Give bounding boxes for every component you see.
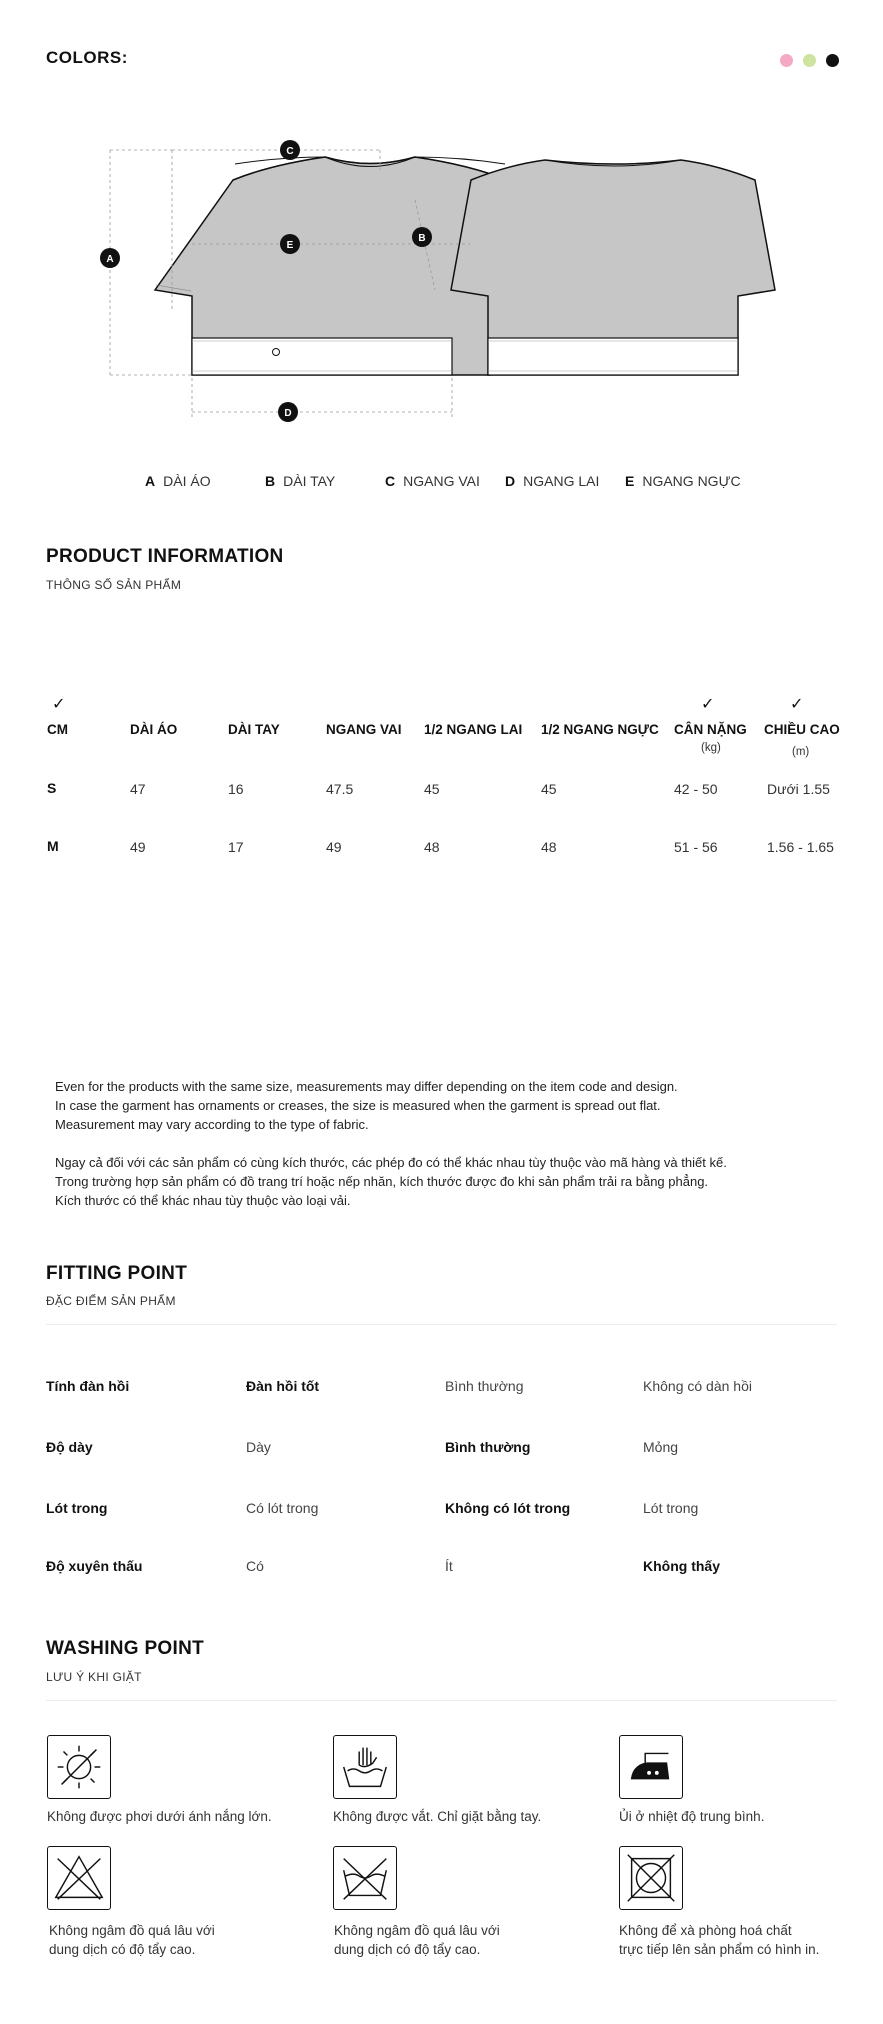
fit-option-selected: Không có lót trong <box>445 1500 571 1516</box>
garment-size-diagram <box>90 110 790 440</box>
product-info-subtitle: THÔNG SỐ SẢN PHẨM <box>46 578 182 592</box>
fit-label-thickness: Độ dày <box>46 1439 93 1455</box>
table-cell: 48 <box>541 839 557 855</box>
wash-instruction: Không ngâm đồ quá lâu với dung dịch có độ tẩy cao. <box>49 1923 215 1957</box>
wash-instruction: Ủi ở nhiệt độ trung bình. <box>619 1809 765 1824</box>
marker-a <box>100 248 120 268</box>
color-swatch-black[interactable] <box>826 54 839 67</box>
wash-instruction: Không để xà phòng hoá chất trực tiếp lên sản phẩm có hình in. <box>619 1923 820 1957</box>
table-cell: 51 - 56 <box>674 839 718 855</box>
notes-english: Even for the products with the same size, measurements may differ depending on the item code and design. In case the garment has ornaments or creases, the size is measured when the garment is spread out flat. Measurement may vary according to the type of fabric. <box>55 1079 678 1132</box>
table-header-length: DÀI ÁO <box>130 722 178 737</box>
check-icon: ✓ <box>52 696 66 713</box>
table-cell: 48 <box>424 839 440 855</box>
fitting-title: FITTING POINT <box>46 1263 188 1284</box>
marker-b <box>412 227 432 247</box>
table-row-size-m: M <box>47 838 59 854</box>
svg-text:A: A <box>106 254 114 265</box>
colors-title: COLORS: <box>46 48 128 67</box>
check-icon: ✓ <box>790 696 804 713</box>
table-cell: 42 - 50 <box>674 781 718 797</box>
wash-instruction: Không được vắt. Chỉ giặt bằng tay. <box>333 1809 542 1824</box>
measurement-notes <box>55 1077 815 1229</box>
fit-option: Bình thường <box>445 1378 524 1394</box>
table-header-cm: CM <box>47 722 68 737</box>
wash-instruction: Không được phơi dưới ánh nắng lớn. <box>47 1809 272 1824</box>
table-cell: 47.5 <box>326 781 354 797</box>
table-row-size-s: S <box>47 780 57 796</box>
table-cell: 17 <box>228 839 244 855</box>
marker-c <box>280 140 300 160</box>
fit-label-transparency: Độ xuyên thấu <box>46 1558 143 1574</box>
unit-kg: (kg) <box>701 742 721 754</box>
table-header-weight: CÂN NẶNG <box>674 722 747 737</box>
marker-d <box>278 402 298 422</box>
svg-text:E: E <box>286 240 294 251</box>
legend-item-c: C NGANG VAI <box>385 473 480 489</box>
legend-item-d: D NGANG LAI <box>505 473 600 489</box>
fit-option: Ít <box>445 1558 453 1574</box>
table-cell: 45 <box>541 781 557 797</box>
fit-option: Dày <box>246 1439 271 1455</box>
fit-option-selected: Bình thường <box>445 1439 531 1455</box>
fitting-subtitle: ĐẶC ĐIỂM SẢN PHẨM <box>46 1294 176 1308</box>
fit-option-selected: Đàn hồi tốt <box>246 1378 320 1394</box>
fit-label-lining: Lót trong <box>46 1500 108 1516</box>
legend-item-e: E NGANG NGỰC <box>625 473 741 489</box>
product-info-title: PRODUCT INFORMATION <box>46 546 284 567</box>
fit-option: Có <box>246 1558 264 1574</box>
table-cell: 16 <box>228 781 244 797</box>
table-header-shoulder: NGANG VAI <box>326 722 402 737</box>
table-cell: 47 <box>130 781 146 797</box>
table-header-height: CHIỀU CAO <box>764 722 840 737</box>
color-swatch-green[interactable] <box>803 54 816 67</box>
color-swatch-pink[interactable] <box>780 54 793 67</box>
no-bleach-icon <box>47 1846 111 1910</box>
legend-item-a: A DÀI ÁO <box>145 473 211 489</box>
no-tumble-dry-icon <box>619 1846 683 1910</box>
wash-instruction: Không ngâm đồ quá lâu với dung dịch có độ tẩy cao. <box>334 1923 500 1957</box>
fit-option: Mỏng <box>643 1439 679 1455</box>
svg-text:D: D <box>284 408 292 419</box>
table-cell: Dưới 1.55 <box>767 781 830 797</box>
svg-text:C: C <box>286 146 294 157</box>
table-header-chest: 1/2 NGANG NGỰC <box>541 722 659 737</box>
washing-title: WASHING POINT <box>46 1638 205 1659</box>
iron-medium-icon <box>619 1735 683 1799</box>
notes-vietnamese: Ngay cả đối với các sản phẩm có cùng kích thước, các phép đo có thể khác nhau tùy thuộc vào mã hàng và thiết kế. Trong trường hợp sản phẩm có đồ trang trí hoặc nếp nhăn, kích thước được đo khi sản phẩm trải ra bằng phẳng. Kích thước có thể khác nhau tùy thuộc vào loại vải. <box>55 1155 727 1208</box>
table-cell: 45 <box>424 781 440 797</box>
hand-wash-icon <box>333 1735 397 1799</box>
divider <box>46 1324 837 1325</box>
svg-text:B: B <box>418 233 426 244</box>
table-cell: 1.56 - 1.65 <box>767 839 834 855</box>
back-tee-illustration <box>451 160 775 375</box>
table-cell: 49 <box>130 839 146 855</box>
unit-m: (m) <box>792 746 810 758</box>
legend-item-b: B DÀI TAY <box>265 473 336 489</box>
table-header-hem: 1/2 NGANG LAI <box>424 722 523 737</box>
fit-option: Lót trong <box>643 1500 699 1516</box>
table-header-sleeve: DÀI TAY <box>228 722 280 737</box>
divider <box>46 1700 837 1701</box>
check-icon: ✓ <box>701 696 715 713</box>
fit-option-selected: Không thấy <box>643 1558 720 1574</box>
no-sun-icon <box>47 1735 111 1799</box>
fit-label-elasticity: Tính đàn hồi <box>46 1378 130 1394</box>
table-cell: 49 <box>326 839 342 855</box>
no-soak-icon <box>333 1846 397 1910</box>
fit-option: Không có dàn hồi <box>643 1378 752 1394</box>
fit-option: Có lót trong <box>246 1500 319 1516</box>
marker-e <box>280 234 300 254</box>
washing-subtitle: LƯU Ý KHI GIẶT <box>46 1670 142 1684</box>
